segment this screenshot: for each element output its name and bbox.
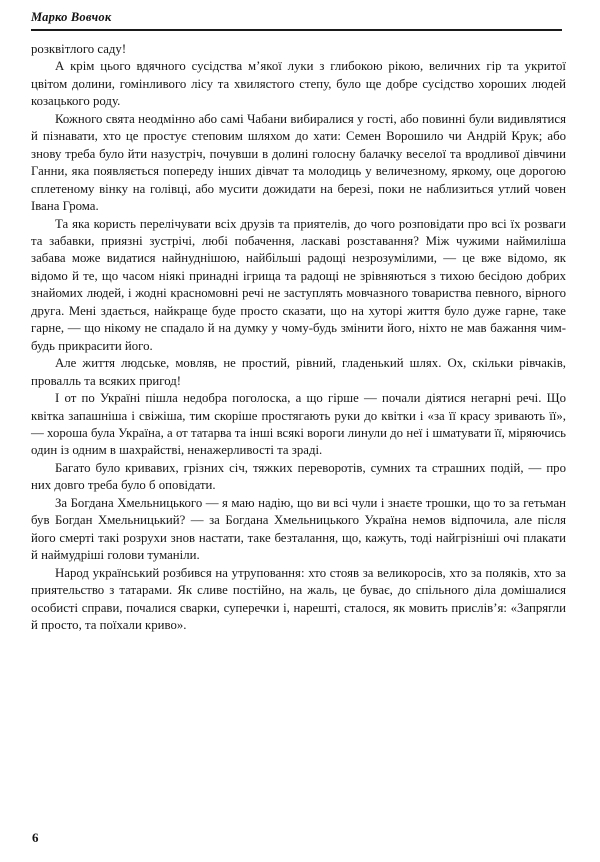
paragraph: Народ український розбився на утруповання: хто стояв за великоросів, хто за поляків, хто за приятельство з татарами. Як сливе постійно, на жаль, це буває, до спільного діла домішалися особисті справи, почалися сварки, суперечки і, нарешті, сталося, як мовить прислів’я: «Запрягли й просто, та поїхали криво».	[31, 565, 566, 632]
paragraph: Багато було кривавих, грізних січ, тяжких переворотів, сумних та страшних подій, — про них довго треба було б оповідати.	[31, 460, 566, 493]
paragraph: За Богдана Хмельницького — я маю надію, що ви всі чули і знаєте трошки, що то за гетьман був Богдан Хмельницький? — за Богдана Хмельницького Україна немов відпочила, але після його смерті такі розрухи знов настати, таке безталання, що, кажуть, тоді найгрізніші очі плакати й наймудріші голови туманіли.	[31, 495, 566, 563]
header-rule-divider	[31, 29, 562, 31]
paragraph: розквітлого саду!	[31, 42, 127, 56]
paragraph: І от по Україні пішла недобра поголоска, а що гірше — почали діятися негарні речі. Що квітка запашніша і свіжіша, тим скоріше простягають руки до квітки і «за її красу зривають її», — хороша була Україна, а от татарва та інші всякі вороги линули до неї і шматувати її, міряючись один із одним в шахрайстві, ненажерливості та зраді.	[31, 391, 566, 458]
paragraph: Та яка користь перелічувати всіх друзів та приятелів, до чого розповідати про всі їх розваги та забавки, приязні зустрічі, любі побачення, ласкаві розставання? Між чужими наймиліша забава може видатися найнуднішою, найбільші радощі незрозумілими, — це вже відомо, як відомо й те, що часом ніякі принадні ігрища та радощі не зрівняються з тихою бесідою добрих знайомих людей, і жодні красномовні речі не заступлять мовчазного товариства певного, вірного друга. Мені здається, найкраще буде просто сказати, що на хуторі життя було дуже гарне, таке гарне, — що нікому не спадало й на думку у чому-будь змінити його, ніхто не мав бажання чим-будь прикрасити його.	[31, 216, 566, 353]
body-text-block	[31, 41, 566, 634]
running-header	[31, 10, 562, 25]
page-number: 6	[32, 830, 39, 845]
paragraph: Але життя людське, мовляв, не простий, рівний, гладенький шлях. Ох, скільки рівчаків, провалль та всяких пригод!	[31, 356, 566, 388]
running-header-author: Марко Вовчок	[31, 10, 112, 24]
paragraph: Кожного свята неодмінно або самі Чабани вибиралися у гості, або повинні були видивлятися й пізнавати, хто це простує степовим шляхом до хати: Семен Ворошило чи Андрій Крук; або знову треба було йти назустріч, почувши в долині голосну балачку веселої та вродливої дівчини Ганни, яка появляється попереду інших дівчат та молодиць у величезному, яркому, оце дорогою сплетеному вінку на голівці, або мусити дожидати на березі, поки не наблизиться утлий човен Івана Грома.	[31, 111, 566, 214]
paragraph: А крім цього вдячного сусідства м’якої луки з глибокою рікою, величних гір та укритої цвітом долини, гомінливого лісу та хвилястого степу, було ще добре сусідство хороших людей козацького роду.	[31, 59, 566, 109]
